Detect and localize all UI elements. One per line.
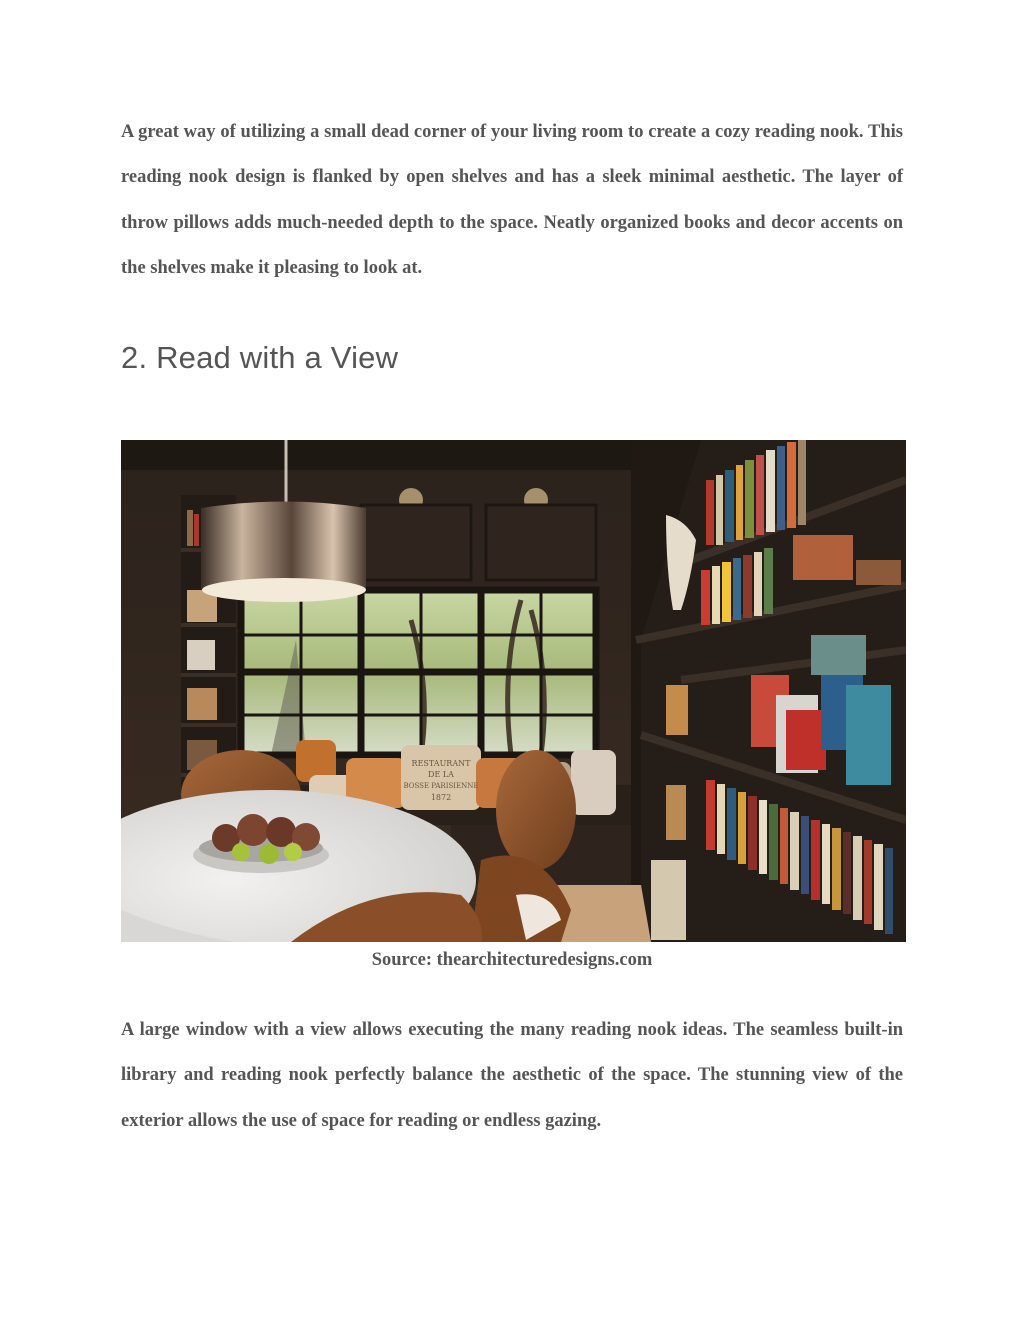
- pillow-print-3: BOSSE PARISIENNE: [403, 782, 479, 790]
- pillow-print-4: 1872: [430, 793, 452, 802]
- image-caption: Source: thearchitecturedesigns.com: [371, 950, 653, 970]
- section-heading: 2. Read with a View: [121, 340, 399, 375]
- pillow-print-1: RESTAURANT: [411, 759, 471, 768]
- body-paragraph: A large window with a view allows executing the many reading nook ideas. The seamless built-in library and reading nook perfectly balance the aesthetic of the space. The stunning view of the exterior allows the use of space for reading or endless gazing.: [121, 1020, 903, 1131]
- pillow-print-2: DE LA: [428, 770, 454, 779]
- reading-nook-photo: [121, 440, 906, 942]
- intro-paragraph: A great way of utilizing a small dead corner of your living room to create a cozy reading nook. This reading nook design is flanked by open shelves and has a sleek minimal aesthetic. The layer of throw pillows adds much-needed depth to the space. Neatly organized books and decor accents on the shelves make it pleasing to look at.: [121, 122, 903, 278]
